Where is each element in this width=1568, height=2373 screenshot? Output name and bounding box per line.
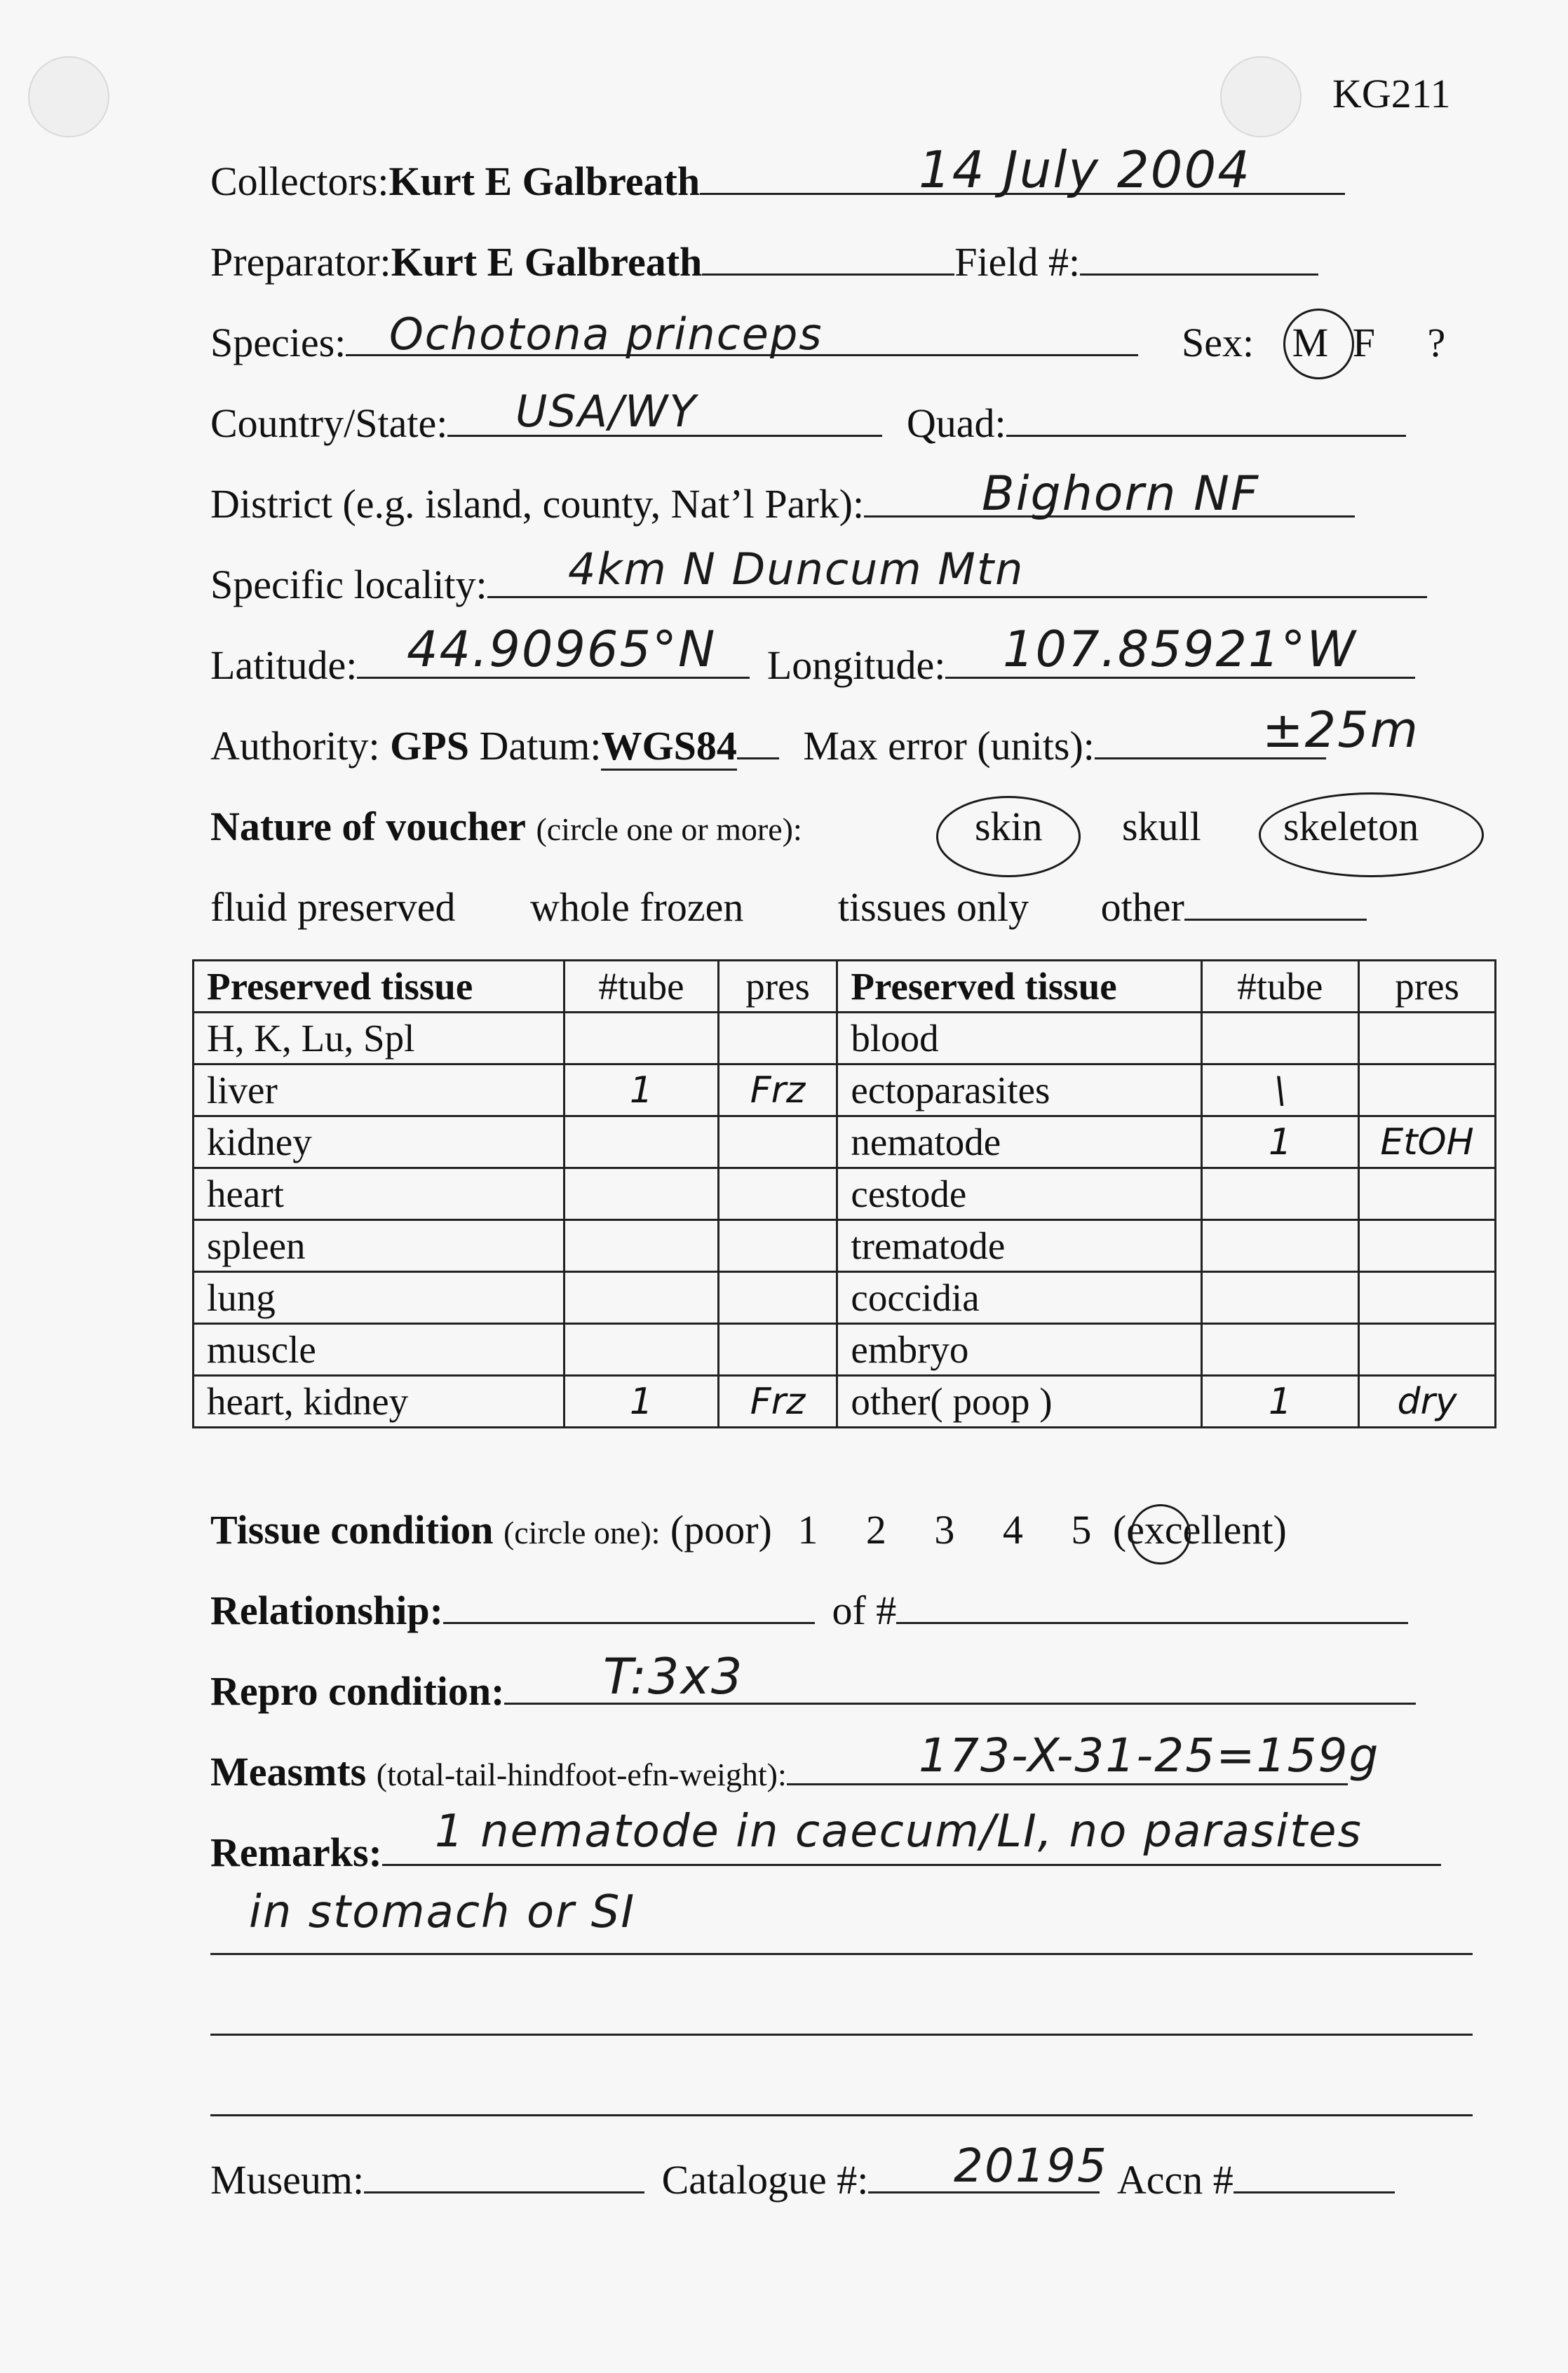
tube-count[interactable] xyxy=(565,1013,719,1064)
museum-label: Museum: xyxy=(210,2157,365,2203)
tissue-name: liver xyxy=(194,1064,565,1116)
condition-option-1[interactable]: 1 xyxy=(797,1507,818,1553)
preservation[interactable]: Frz xyxy=(718,1376,837,1428)
max-error-label: Max error (units): xyxy=(803,723,1095,769)
table-row xyxy=(194,1272,1496,1324)
voucher-option-skin[interactable]: skin xyxy=(975,804,1043,849)
remarks-label: Remarks: xyxy=(210,1830,382,1875)
repro-value: T:3x3 xyxy=(603,1648,744,1705)
preservation[interactable]: EtOH xyxy=(1359,1116,1496,1168)
field-number-label: Field #: xyxy=(954,239,1081,285)
preparator-label: Preparator: xyxy=(210,239,391,285)
datum-label: Datum: xyxy=(479,723,602,769)
table-row xyxy=(194,1376,1496,1428)
tube-count[interactable] xyxy=(1201,1220,1359,1272)
voucher-skeleton-circle xyxy=(1259,792,1484,877)
longitude-label: Longitude: xyxy=(766,642,946,688)
max-error-value: ±25m xyxy=(1262,701,1419,759)
sex-option-m[interactable]: M xyxy=(1292,320,1329,365)
voucher-row-2 xyxy=(210,884,1367,931)
tissue-name: trematode xyxy=(837,1220,1201,1272)
tissue-condition-label: Tissue condition xyxy=(210,1507,494,1553)
remarks-line-3-rule[interactable] xyxy=(210,2034,1473,2036)
header-tube-left: #tube xyxy=(565,961,719,1013)
condition-option-5[interactable]: 5 xyxy=(1071,1507,1092,1553)
tube-count[interactable] xyxy=(565,1324,719,1376)
measurements-hint: (total-tail-hindfoot-efn-weight): xyxy=(376,1757,787,1792)
measurements-value: 173-X-31-25=159g xyxy=(919,1729,1380,1783)
relationship-label: Relationship: xyxy=(210,1588,443,1633)
accn-label: Accn # xyxy=(1116,2157,1234,2203)
tissue-name: kidney xyxy=(194,1116,565,1168)
district-value: Bighorn NF xyxy=(982,466,1260,522)
voucher-row xyxy=(210,803,802,850)
preservation[interactable] xyxy=(718,1013,837,1064)
condition-option-4[interactable]: 4 xyxy=(1002,1507,1023,1553)
authority-label: Authority: xyxy=(210,723,380,769)
relationship-of-field[interactable] xyxy=(896,1590,1408,1624)
country-row xyxy=(210,400,1406,447)
tube-count[interactable] xyxy=(1201,1324,1359,1376)
preparator-value: Kurt E Galbreath xyxy=(391,239,703,285)
measurements-label: Measmts xyxy=(210,1749,367,1794)
voucher-option-tissues[interactable]: tissues only xyxy=(837,884,1029,930)
tissue-condition-poor: (poor) xyxy=(670,1507,772,1553)
tissue-name: nematode xyxy=(837,1116,1201,1168)
preservation[interactable] xyxy=(718,1324,837,1376)
voucher-hint: (circle one or more): xyxy=(536,811,802,847)
tube-count[interactable]: \ xyxy=(1201,1064,1359,1116)
authority-row xyxy=(210,722,1326,769)
country-label: Country/State: xyxy=(210,400,448,446)
preservation[interactable]: Frz xyxy=(718,1064,837,1116)
locality-value: 4km N Duncum Mtn xyxy=(568,543,1025,595)
species-label: Species: xyxy=(210,320,346,365)
tube-count[interactable]: 1 xyxy=(1201,1116,1359,1168)
latitude-label: Latitude: xyxy=(210,642,358,688)
quad-label: Quad: xyxy=(906,400,1006,446)
remarks-line-1: 1 nematode in caecum/LI, no parasites xyxy=(435,1806,1363,1858)
tube-count[interactable] xyxy=(565,1220,719,1272)
tissue-table-header xyxy=(194,961,1496,1013)
voucher-option-skeleton[interactable]: skeleton xyxy=(1283,804,1419,849)
voucher-option-skull[interactable]: skull xyxy=(1122,804,1201,849)
tissue-name: cestode xyxy=(837,1168,1201,1220)
preservation[interactable] xyxy=(1359,1064,1496,1116)
tissue-name: H, K, Lu, Spl xyxy=(194,1013,565,1064)
voucher-other-field[interactable] xyxy=(1184,886,1367,921)
tube-count[interactable]: 1 xyxy=(1201,1376,1359,1428)
tissue-name: ectoparasites xyxy=(837,1064,1201,1116)
header-tube-right: #tube xyxy=(1201,961,1359,1013)
preservation[interactable]: dry xyxy=(1359,1376,1496,1428)
repro-label: Repro condition: xyxy=(210,1668,505,1714)
sex-selected-circle xyxy=(1283,309,1354,379)
table-row xyxy=(194,1013,1496,1064)
authority-gps: GPS xyxy=(390,723,469,769)
tissue-name: heart, kidney xyxy=(194,1376,565,1428)
table-row xyxy=(194,1064,1496,1116)
condition-selected-circle xyxy=(1130,1504,1191,1564)
tissue-name: coccidia xyxy=(837,1272,1201,1324)
footer-row xyxy=(210,2156,1395,2203)
district-label: District (e.g. island, county, Nat’l Park): xyxy=(210,481,865,527)
tissue-name: blood xyxy=(837,1013,1201,1064)
tube-count[interactable]: 1 xyxy=(565,1376,719,1428)
preservation[interactable] xyxy=(1359,1324,1496,1376)
tube-count[interactable] xyxy=(565,1272,719,1324)
preservation[interactable] xyxy=(1359,1220,1496,1272)
remarks-line-2: in stomach or SI xyxy=(249,1886,636,1938)
form-code: KG211 xyxy=(1332,71,1451,116)
species-value: Ochotona princeps xyxy=(389,309,823,360)
tissue-table xyxy=(192,959,1496,1428)
longitude-value: 107.85921°W xyxy=(1003,621,1357,678)
catalogue-label: Catalogue #: xyxy=(661,2157,869,2203)
remarks-line-4-rule[interactable] xyxy=(210,2114,1473,2116)
datum-value: WGS84 xyxy=(601,723,736,771)
preservation[interactable] xyxy=(718,1116,837,1168)
header-tissue-left: Preserved tissue xyxy=(194,961,565,1013)
tube-count[interactable] xyxy=(565,1116,719,1168)
preservation[interactable] xyxy=(1359,1272,1496,1324)
tube-count[interactable] xyxy=(565,1168,719,1220)
preservation[interactable] xyxy=(718,1272,837,1324)
latitude-value: 44.90965°N xyxy=(407,621,717,678)
sex-label: Sex: xyxy=(1182,320,1255,365)
voucher-skin-circle xyxy=(936,796,1081,877)
table-row xyxy=(194,1220,1496,1272)
accn-field[interactable] xyxy=(1234,2159,1395,2193)
tube-count[interactable] xyxy=(1201,1168,1359,1220)
table-row xyxy=(194,1116,1496,1168)
tube-count[interactable] xyxy=(1201,1272,1359,1324)
condition-option-2[interactable]: 2 xyxy=(865,1507,886,1553)
preservation[interactable] xyxy=(718,1168,837,1220)
tissue-name: lung xyxy=(194,1272,565,1324)
condition-option-3[interactable]: 3 xyxy=(934,1507,955,1553)
preparator-blank xyxy=(702,241,954,276)
header-tissue-right: Preserved tissue xyxy=(837,961,1201,1013)
tube-count[interactable] xyxy=(1201,1013,1359,1064)
relationship-of-label: of # xyxy=(832,1588,897,1633)
header-pres-right: pres xyxy=(1359,961,1496,1013)
repro-row xyxy=(210,1668,1416,1715)
voucher-option-other[interactable]: other xyxy=(1100,884,1184,930)
tissue-name: spleen xyxy=(194,1220,565,1272)
field-number-field[interactable] xyxy=(1080,241,1318,276)
voucher-label: Nature of voucher xyxy=(210,804,526,849)
collectors-value: Kurt E Galbreath xyxy=(388,158,701,204)
preservation[interactable] xyxy=(1359,1168,1496,1220)
punch-hole-left xyxy=(28,56,109,137)
collectors-label: Collectors: xyxy=(210,158,389,204)
tissue-name: heart xyxy=(194,1168,565,1220)
quad-field[interactable] xyxy=(1006,403,1406,437)
voucher-option-frozen[interactable]: whole frozen xyxy=(529,884,744,930)
tissue-condition-row xyxy=(210,1506,1287,1553)
preparator-row xyxy=(210,238,1318,285)
punch-hole-right xyxy=(1220,56,1302,137)
tissue-name: muscle xyxy=(194,1324,565,1376)
remarks-line-2-rule[interactable] xyxy=(210,1953,1473,1955)
tissue-condition-hint: (circle one): xyxy=(503,1515,661,1550)
tube-count[interactable]: 1 xyxy=(565,1064,719,1116)
voucher-option-fluid[interactable]: fluid preserved xyxy=(210,884,456,930)
tissue-name: other( poop ) xyxy=(837,1376,1201,1428)
tissue-condition-excellent: (excellent) xyxy=(1112,1507,1287,1553)
catalogue-value: 20195 xyxy=(954,2139,1108,2193)
locality-label: Specific locality: xyxy=(210,562,487,607)
museum-field[interactable] xyxy=(364,2159,644,2193)
tissue-name: embryo xyxy=(837,1324,1201,1376)
preservation[interactable] xyxy=(1359,1013,1496,1064)
sex-option-unknown[interactable]: ? xyxy=(1427,320,1446,365)
country-value: USA/WY xyxy=(515,386,698,437)
header-pres-left: pres xyxy=(718,961,837,1013)
preservation[interactable] xyxy=(718,1220,837,1272)
table-row xyxy=(194,1324,1496,1376)
sex-option-f[interactable]: F xyxy=(1352,320,1375,365)
relationship-field[interactable] xyxy=(443,1590,815,1624)
relationship-row xyxy=(210,1587,1408,1634)
collection-date: 14 July 2004 xyxy=(919,140,1252,199)
table-row xyxy=(194,1168,1496,1220)
datum-blank xyxy=(737,725,779,759)
